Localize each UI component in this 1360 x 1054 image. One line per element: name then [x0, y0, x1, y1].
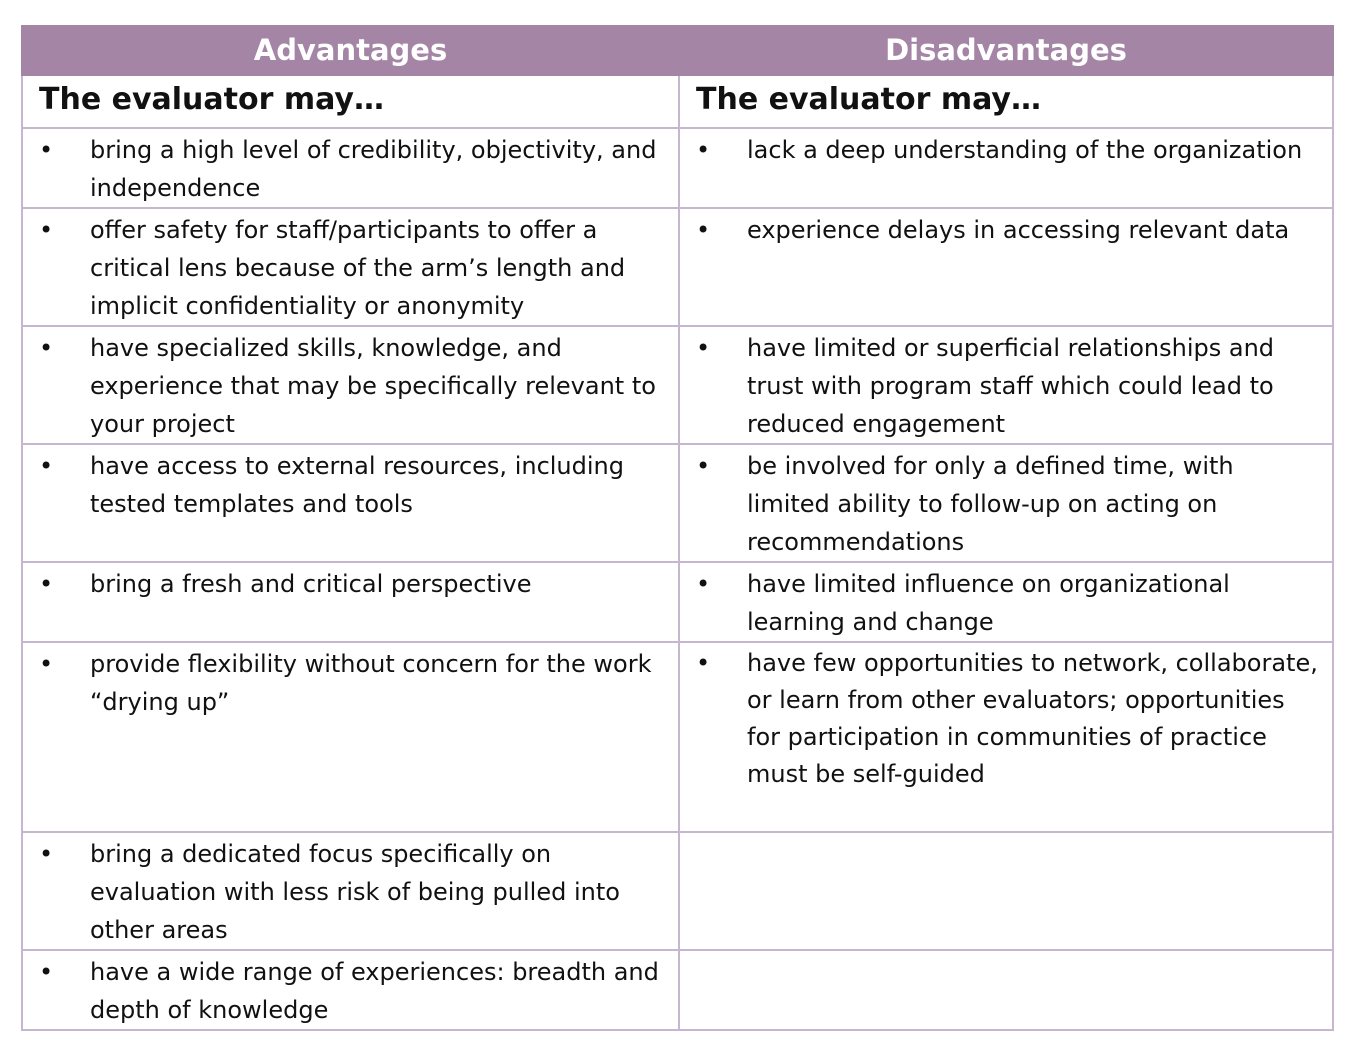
- bullet-icon: •: [696, 136, 711, 164]
- advantage-cell: [22, 562, 679, 642]
- disadvantage-text: experience delays in accessing relevant data: [747, 216, 1290, 244]
- bullet-icon: •: [696, 452, 711, 480]
- table-row: [22, 128, 1333, 208]
- disadvantage-cell: [679, 642, 1333, 832]
- bullet-icon: •: [696, 570, 711, 598]
- subheader-row: [22, 75, 1333, 128]
- advantage-cell: [22, 832, 679, 950]
- bullet-icon: •: [39, 216, 54, 244]
- disadvantage-cell: [679, 832, 1333, 950]
- table-row: [22, 208, 1333, 326]
- table-row: [22, 642, 1333, 832]
- disadvantage-text: have limited influence on organizational learning and change: [747, 570, 1230, 636]
- advantage-cell: [22, 950, 679, 1030]
- disadvantage-text: have limited or superficial relationships and trust with program staff which could lead to reduced engagement: [747, 334, 1275, 438]
- table-row: [22, 562, 1333, 642]
- disadvantage-cell: [679, 444, 1333, 562]
- bullet-icon: •: [696, 649, 711, 677]
- advantage-text: have access to external resources, including tested templates and tools: [90, 452, 624, 518]
- bullet-icon: •: [39, 334, 54, 362]
- advantage-text: provide flexibility without concern for the work “drying up”: [90, 650, 652, 716]
- disadvantage-text: have few opportunities to network, collaborate, or learn from other evaluators; opportunities for participation in communities of practice must be self-guided: [747, 649, 1318, 788]
- disadvantages-header: Disadvantages: [679, 26, 1333, 75]
- bullet-icon: •: [696, 334, 711, 362]
- disadvantage-cell: [679, 208, 1333, 326]
- advantage-text: offer safety for staff/participants to offer a critical lens because of the arm’s length and implicit confidentiality or anonymity: [90, 216, 626, 320]
- bullet-icon: •: [696, 216, 711, 244]
- disadvantage-cell: [679, 950, 1333, 1030]
- disadvantage-cell: [679, 562, 1333, 642]
- advantage-text: bring a dedicated focus specifically on evaluation with less risk of being pulled into other areas: [90, 840, 620, 944]
- header-row: [22, 26, 1333, 75]
- bullet-icon: •: [39, 650, 54, 678]
- bullet-icon: •: [39, 452, 54, 480]
- bullet-icon: •: [39, 840, 54, 868]
- advantage-cell: [22, 642, 679, 832]
- advantage-cell: [22, 326, 679, 444]
- bullet-icon: •: [39, 958, 54, 986]
- table-row: [22, 444, 1333, 562]
- disadvantages-subheader: The evaluator may…: [679, 75, 1333, 128]
- advantages-header: Advantages: [22, 26, 679, 75]
- advantage-cell: [22, 444, 679, 562]
- advantage-text: bring a high level of credibility, objectivity, and independence: [90, 136, 657, 202]
- disadvantage-cell: [679, 326, 1333, 444]
- bullet-icon: •: [39, 136, 54, 164]
- bullet-icon: •: [39, 570, 54, 598]
- table-row: [22, 832, 1333, 950]
- advantage-cell: [22, 208, 679, 326]
- advantages-subheader: The evaluator may…: [22, 75, 679, 128]
- advantage-cell: [22, 128, 679, 208]
- comparison-table: [21, 25, 1334, 1031]
- table-row: [22, 326, 1333, 444]
- advantage-text: bring a fresh and critical perspective: [90, 570, 532, 598]
- disadvantage-text: lack a deep understanding of the organization: [747, 136, 1303, 164]
- advantage-text: have a wide range of experiences: breadth and depth of knowledge: [90, 958, 659, 1024]
- advantage-text: have specialized skills, knowledge, and experience that may be specifically relevant to your project: [90, 334, 656, 438]
- table-row: [22, 950, 1333, 1030]
- disadvantage-text: be involved for only a defined time, with limited ability to follow-up on acting on recommendations: [747, 452, 1234, 556]
- disadvantage-cell: [679, 128, 1333, 208]
